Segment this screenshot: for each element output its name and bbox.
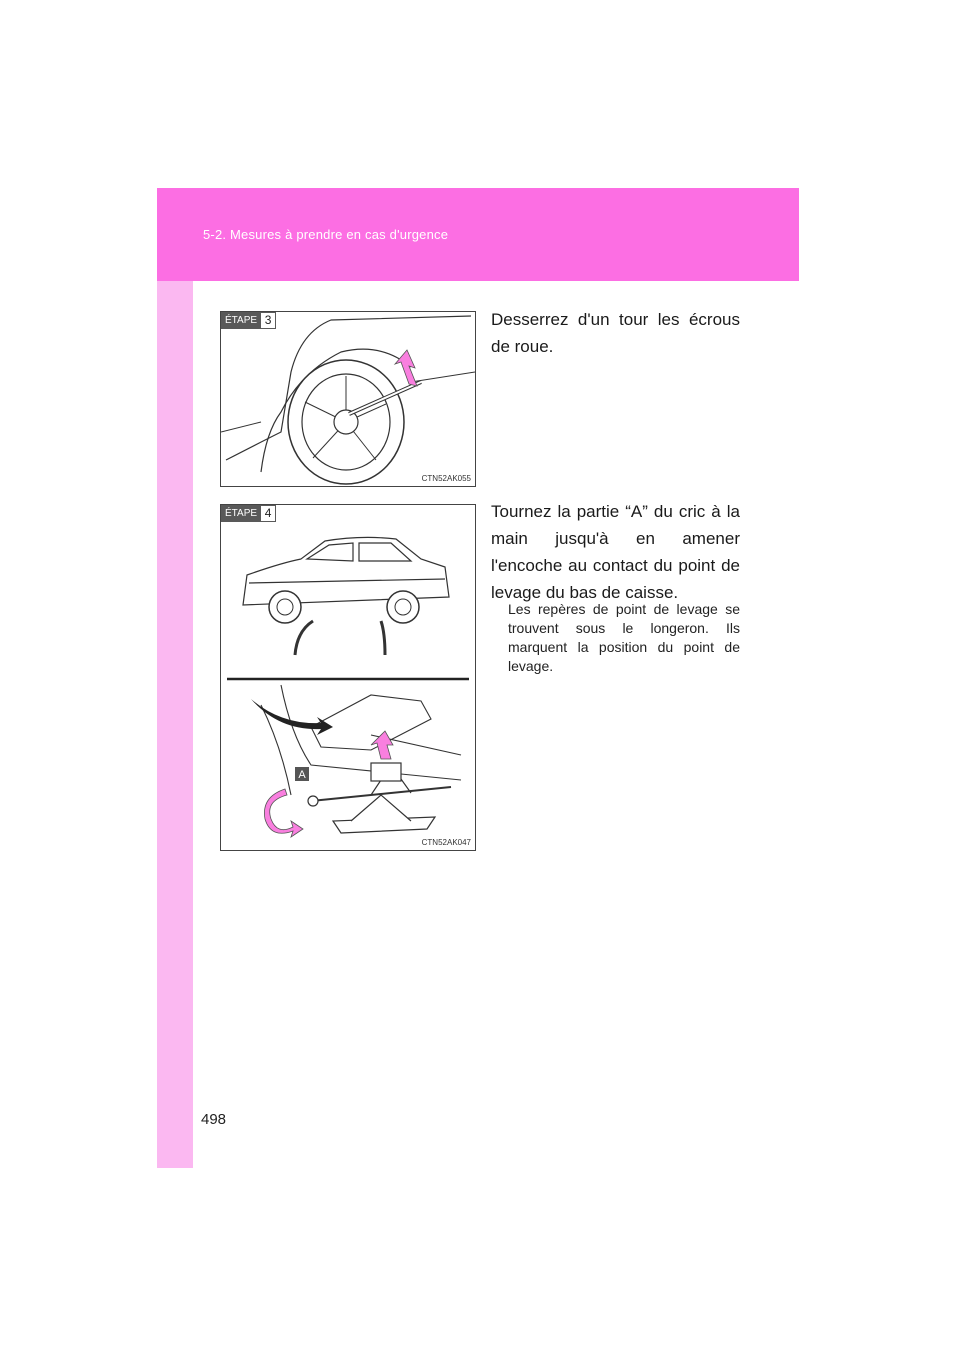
step-badge-number: 4 [261,505,276,522]
step-4-instruction: Tournez la partie “A” du cric à la main jusqu'à en amener l'encoche au contact du point de levage du bas de caisse. [491,502,740,602]
step-badge-word: ÉTAPE [221,505,261,522]
jack-illustration [221,505,475,850]
page-number: 498 [201,1111,227,1128]
step-badge [221,505,276,522]
step-3-instruction: Desserrez d'un tour les écrous de roue. [491,310,740,356]
wheel-wrench-illustration [221,312,475,486]
step-badge-number: 3 [261,312,276,329]
figure-step-3 [220,311,476,487]
section-title: 5-2. Mesures à prendre en cas d'urgence [203,227,449,242]
figure-step-4 [220,504,476,851]
step-badge [221,312,276,329]
callout-label-a: A [298,769,306,781]
rotation-arrow-icon [395,350,417,386]
side-strip [157,188,193,1168]
figure-code: CTN52AK055 [421,474,471,483]
jack-icon [308,763,451,833]
step-badge-word: ÉTAPE [221,312,261,329]
rotate-handle-arrow-icon [264,789,303,837]
figure-code: CTN52AK047 [421,838,471,847]
step-4-note: Les repères de point de levage se trouvent sous le longeron. Ils marquent la position du point de levage. [508,601,740,674]
